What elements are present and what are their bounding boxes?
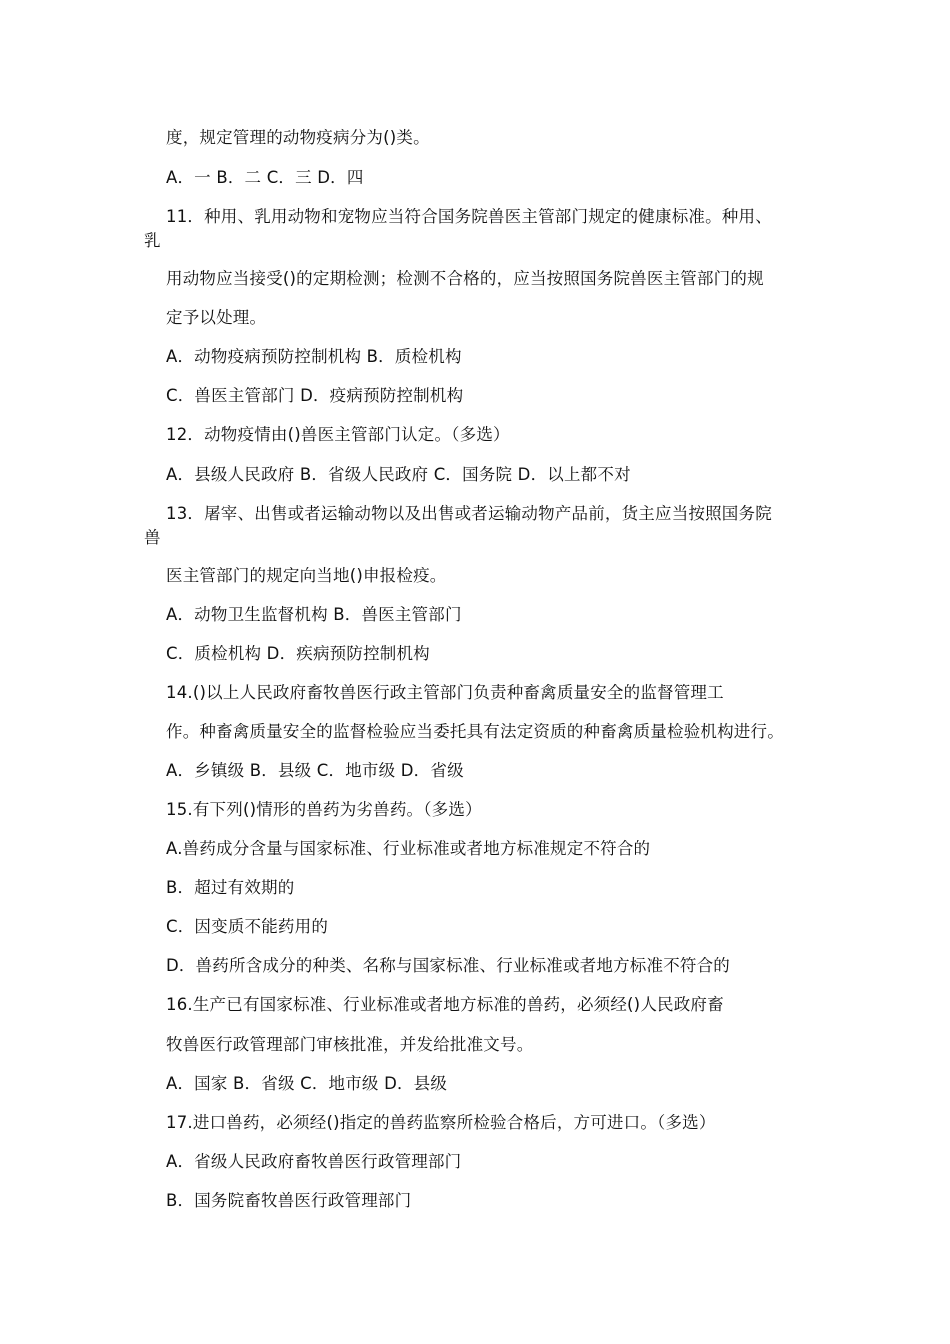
text-line: 兽 [144,528,161,547]
text-line: 医主管部门的规定向当地()申报检疫。 [166,566,447,585]
text-line: 乳 [144,231,161,250]
text-line: 16.生产已有国家标准、行业标准或者地方标准的兽药，必须经()人民政府畜 [166,995,724,1014]
text-line: 12．动物疫情由()兽医主管部门认定。（多选） [166,425,510,444]
text-line: 作。种畜禽质量安全的监督检验应当委托具有法定资质的种畜禽质量检验机构进行。 [166,722,784,741]
text-line: 15.有下列()情形的兽药为劣兽药。（多选） [166,800,482,819]
text-line: 定予以处理。 [166,308,267,327]
text-line: A．省级人民政府畜牧兽医行政管理部门 [166,1152,462,1171]
text-line: A．国家 B．省级 C．地市级 D．县级 [166,1074,448,1093]
text-line: D．兽药所含成分的种类、名称与国家标准、行业标准或者地方标准不符合的 [166,956,731,975]
text-line: 用动物应当接受()的定期检测；检测不合格的，应当按照国务院兽医主管部门的规 [166,269,764,288]
text-line: 13．屠宰、出售或者运输动物以及出售或者运输动物产品前，货主应当按照国务院 [166,504,772,523]
text-line: C．兽医主管部门 D．疫病预防控制机构 [166,386,464,405]
text-line: C．因变质不能药用的 [166,917,329,936]
text-line: A．乡镇级 B．县级 C．地市级 D．省级 [166,761,464,780]
text-line: 14.()以上人民政府畜牧兽医行政主管部门负责种畜禽质量安全的监督管理工 [166,683,724,702]
text-line: B．国务院畜牧兽医行政管理部门 [166,1191,412,1210]
text-line: 17.进口兽药，必须经()指定的兽药监察所检验合格后，方可进口。（多选） [166,1113,716,1132]
text-line: C．质检机构 D．疾病预防控制机构 [166,644,430,663]
text-line: A.兽药成分含量与国家标准、行业标准或者地方标准规定不符合的 [166,839,651,858]
text-line: 度，规定管理的动物疫病分为()类。 [166,128,430,147]
text-line: A．动物卫生监督机构 B．兽医主管部门 [166,605,462,624]
text-line: 牧兽医行政管理部门审核批准，并发给批准文号。 [166,1035,534,1054]
text-line: A．县级人民政府 B．省级人民政府 C．国务院 D．以上都不对 [166,465,631,484]
text-line: A．动物疫病预防控制机构 B．质检机构 [166,347,462,366]
text-line: A．一 B．二 C．三 D．四 [166,168,364,187]
text-line: 11．种用、乳用动物和宠物应当符合国务院兽医主管部门规定的健康标准。种用、 [166,207,772,226]
text-line: B．超过有效期的 [166,878,295,897]
